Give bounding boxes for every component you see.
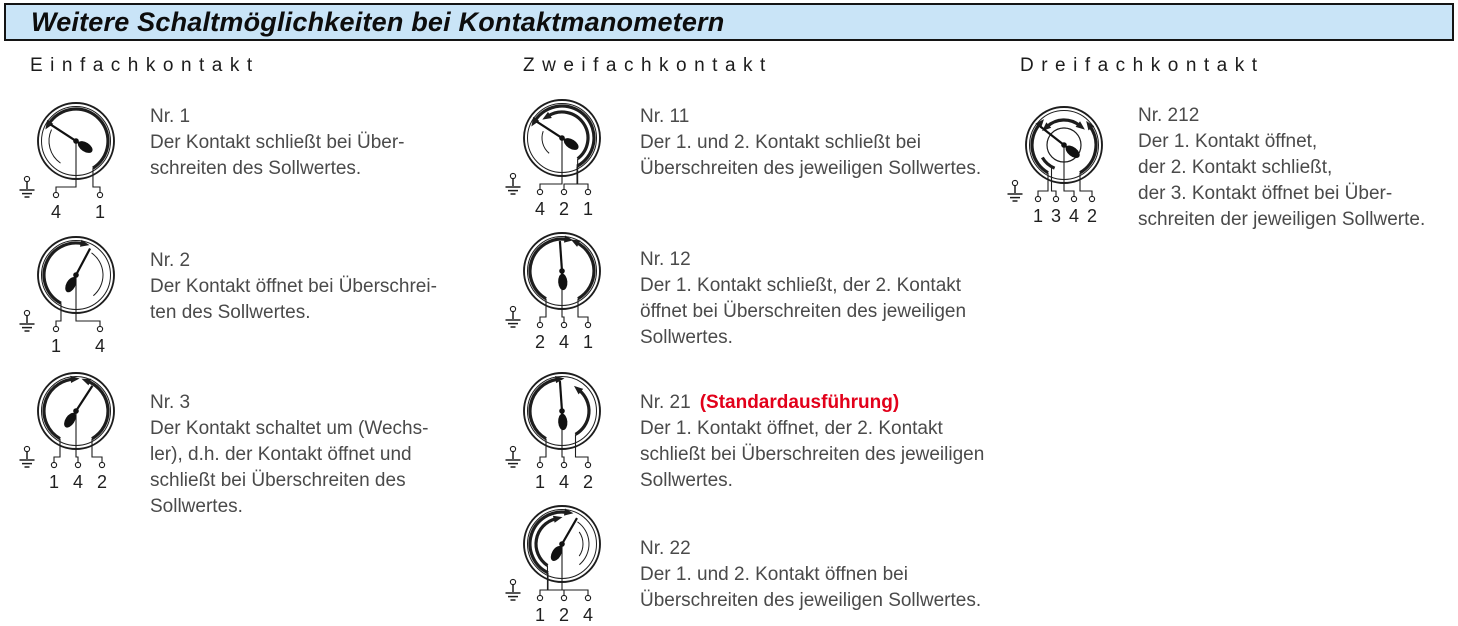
terminal-number: 1: [50, 336, 62, 356]
ground-icon: [506, 446, 521, 467]
entry-title-row: [640, 104, 981, 130]
terminal-dot: [561, 322, 566, 327]
terminal-dot: [585, 462, 590, 467]
contact-entry-nr21: [502, 365, 985, 493]
terminal-dot: [537, 462, 542, 467]
terminal-dot: [1053, 196, 1058, 201]
terminal-number: 1: [582, 199, 594, 219]
entry-description-line: schreiten der jeweiligen Sollwerte.: [1138, 209, 1426, 230]
ground-icon: [20, 446, 35, 467]
terminal-number: 4: [1068, 206, 1080, 226]
contact-lead-wire: [76, 411, 78, 462]
entry-description-line: Sollwertes.: [150, 496, 243, 517]
contact-entry-nr22: [502, 498, 982, 626]
terminal-dot: [561, 189, 566, 194]
entry-description-line: Der Kontakt öffnet bei Überschrei-: [150, 276, 437, 297]
terminal-dot: [561, 462, 566, 467]
scale-arc: [49, 130, 61, 164]
contact-entry-nr1: [16, 95, 405, 223]
pointer-needle: [548, 518, 577, 563]
terminal-number: 4: [534, 199, 546, 219]
entry-title-row: [640, 536, 981, 562]
entry-description-line: Der 1. und 2. Kontakt öffnen bei: [640, 564, 908, 585]
ground-icon: [20, 310, 35, 331]
arc-arrow-icon: [82, 379, 92, 386]
terminal-dot: [75, 462, 80, 467]
terminal-number: 1: [534, 472, 546, 492]
terminal-number: 1: [1032, 206, 1044, 226]
terminal-dot: [1035, 196, 1040, 201]
terminal-dot: [585, 595, 590, 600]
contact-arc: [530, 379, 558, 438]
terminal-dot: [537, 322, 542, 327]
terminal-number: 2: [534, 332, 546, 352]
gauge-diagram: [1004, 99, 1134, 227]
gauge-diagram: [16, 229, 146, 357]
terminal-dot: [537, 595, 542, 600]
terminal-number: 2: [582, 472, 594, 492]
terminal-number: 4: [558, 332, 570, 352]
terminal-number: 2: [96, 472, 108, 492]
entry-description-line: Der 1. Kontakt öffnet,: [1138, 131, 1318, 152]
pointer-needle: [537, 122, 581, 153]
contact-entry-nr212: [1004, 99, 1426, 230]
contact-arc: [44, 379, 73, 439]
contact-entry-nr12: [502, 225, 967, 353]
gauge-diagram: [502, 498, 632, 626]
terminal-number: 1: [534, 605, 546, 625]
contact-arc: [1080, 127, 1096, 173]
ground-icon: [506, 579, 521, 600]
gauge-diagram: [16, 365, 146, 493]
terminal-dot: [585, 189, 590, 194]
ground-icon: [1008, 180, 1023, 201]
entry-number: Nr. 212: [1138, 105, 1200, 126]
header-bar: [4, 3, 1454, 41]
terminal-number: 4: [72, 472, 84, 492]
entry-number: Nr. 1: [150, 106, 191, 127]
arc-arrow-icon: [564, 508, 573, 515]
entry-title-row: [640, 247, 966, 273]
terminal-number: 2: [558, 199, 570, 219]
entry-text-block: [640, 536, 981, 614]
terminal-number: 2: [558, 605, 570, 625]
entry-number: Nr. 22: [640, 538, 691, 559]
terminal-dot: [53, 192, 58, 197]
entry-text-block: [150, 390, 428, 520]
contact-arc: [577, 243, 594, 299]
entry-text-block: [150, 248, 437, 326]
entry-text-block: [1138, 103, 1425, 233]
gauge-diagram: [16, 95, 146, 223]
contact-lead-wire: [562, 544, 588, 595]
terminal-dot: [53, 326, 58, 331]
terminal-dot: [51, 462, 56, 467]
contact-lead-wire: [576, 434, 589, 462]
contact-arc: [1042, 158, 1054, 169]
contact-entry-nr3: [16, 365, 429, 517]
pointer-needle: [558, 381, 568, 430]
column-heading-zweifachkontakt: Zweifachkontakt: [523, 55, 773, 76]
column-heading-dreifachkontakt: Dreifachkontakt: [1020, 55, 1265, 76]
contact-arc: [49, 109, 108, 168]
entry-description-line: ler), d.h. der Kontakt öffnet und: [150, 444, 412, 465]
entry-description-line: Sollwertes.: [640, 470, 733, 491]
terminal-number: 4: [94, 336, 106, 356]
entry-description-line: öffnet bei Überschreiten des jeweiligen: [640, 301, 967, 322]
entry-text-block: [150, 104, 405, 182]
ground-icon: [506, 173, 521, 194]
entry-description-line: ten des Sollwertes.: [150, 302, 311, 323]
entry-number: Nr. 11: [640, 106, 690, 127]
entry-number: Nr. 2: [150, 250, 191, 271]
entry-description-line: Der Kontakt schließt bei Über-: [150, 132, 405, 153]
arc-arrow-icon: [553, 516, 563, 523]
terminal-dot: [1071, 196, 1076, 201]
entry-text-block: [640, 104, 981, 182]
pointer-needle: [558, 241, 568, 290]
gauge-diagram: [502, 365, 632, 493]
page-title: Weitere Schaltmöglichkeiten bei Kontaktmanometern: [31, 6, 725, 37]
contact-arc: [1047, 120, 1079, 126]
terminal-dot: [97, 192, 102, 197]
terminal-dot: [561, 595, 566, 600]
terminal-number: 4: [582, 605, 594, 625]
arc-arrow-icon: [80, 240, 90, 247]
contact-entry-nr2: [16, 229, 437, 357]
entry-number: Nr. 3: [150, 392, 191, 413]
entry-description-line: Überschreiten des jeweiligen Sollwertes.: [640, 158, 982, 179]
entry-number: Nr. 21: [640, 392, 691, 413]
terminal-number: 2: [1086, 206, 1098, 226]
ground-icon: [506, 306, 521, 327]
terminal-number: 4: [50, 202, 62, 222]
entry-number: Nr. 12: [640, 249, 691, 270]
scale-arc: [579, 532, 583, 556]
contact-arc: [548, 112, 588, 159]
entry-description-line: der 3. Kontakt öffnet bei Über-: [1138, 183, 1393, 204]
terminal-number: 1: [48, 472, 60, 492]
entry-description-line: Der 1. Kontakt schließt, der 2. Kontakt: [640, 275, 962, 296]
terminal-number: 3: [1050, 206, 1062, 226]
contact-lead-wire: [56, 141, 76, 192]
terminal-number: 1: [582, 332, 594, 352]
ground-icon: [20, 176, 35, 197]
terminal-dot: [97, 326, 102, 331]
terminal-dot: [99, 462, 104, 467]
entry-title-row: [150, 248, 437, 274]
contact-arc: [535, 106, 594, 166]
entry-description-line: Überschreiten des jeweiligen Sollwertes.: [640, 590, 982, 611]
terminal-number: 1: [94, 202, 106, 222]
arc-arrow-icon: [564, 235, 573, 242]
entry-title-row: [150, 390, 428, 416]
contact-arc: [576, 390, 589, 434]
entry-description-line: schließt bei Überschreiten des jeweiligen: [640, 444, 985, 465]
scale-arc: [91, 253, 103, 296]
entry-text-block: [640, 247, 966, 351]
column-heading-einfachkontakt: Einfachkontakt: [30, 55, 260, 76]
terminal-dot: [585, 322, 590, 327]
gauge-diagram: [502, 92, 632, 220]
entry-title-row: [1138, 103, 1425, 129]
standard-version-badge: (Standardausführung): [699, 392, 900, 413]
entry-text-block: [640, 390, 984, 494]
entry-title-row: [640, 390, 984, 416]
scale-arc: [542, 131, 549, 153]
entry-description-line: Der Kontakt schaltet um (Wechs-: [150, 418, 429, 439]
pointer-needle: [51, 125, 95, 156]
contact-entry-nr11: [502, 92, 982, 220]
terminal-dot: [537, 189, 542, 194]
entry-description-line: der 2. Kontakt schließt,: [1138, 157, 1333, 178]
entry-description-line: schließt bei Überschreiten des: [150, 470, 406, 491]
entry-description-line: Sollwertes.: [640, 327, 733, 348]
pointer-needle: [62, 386, 93, 430]
entry-description-line: schreiten des Sollwertes.: [150, 158, 362, 179]
entry-description-line: Der 1. Kontakt öffnet, der 2. Kontakt: [640, 418, 943, 439]
entry-description-line: Der 1. und 2. Kontakt schließt bei: [640, 132, 921, 153]
contact-lead-wire: [76, 275, 100, 326]
entry-title-row: [150, 104, 405, 130]
terminal-number: 4: [558, 472, 570, 492]
terminal-dot: [1089, 196, 1094, 201]
gauge-diagram: [502, 225, 632, 353]
